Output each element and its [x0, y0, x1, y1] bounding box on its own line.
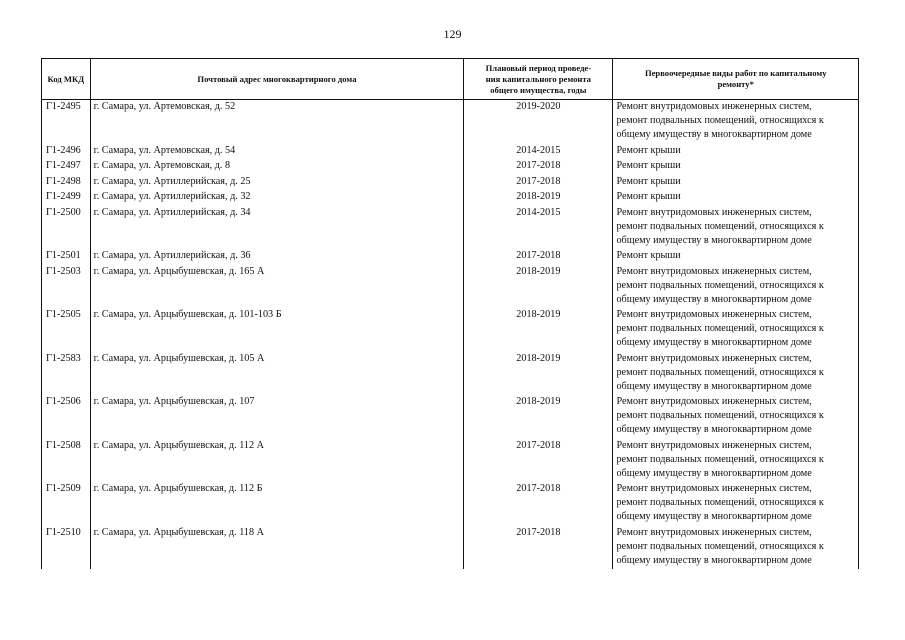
cell-address: г. Самара, ул. Арцыбушевская, д. 105 А: [90, 352, 464, 396]
cell-works: [613, 206, 859, 250]
cell-period: 2018-2019: [464, 395, 613, 439]
header-code: Код МКД: [42, 59, 91, 100]
works-line: Ремонт внутридомовых инженерных систем,: [616, 309, 812, 320]
works-line: Ремонт внутридомовых инженерных систем,: [616, 206, 812, 218]
cell-period: 2018-2019: [464, 308, 613, 352]
cell-address: г. Самара, ул. Арцыбушевская, д. 101-103 Б: [90, 308, 464, 352]
table-row: [42, 308, 859, 352]
works-line: ремонт подвальных помещений, относящихся к: [616, 220, 824, 232]
cell-address: г. Самара, ул. Артиллерийская, д. 32: [90, 190, 464, 206]
cell-code: Г1-2509: [42, 482, 91, 526]
cell-works: [613, 439, 859, 483]
cell-address: г. Самара, ул. Артемовская, д. 54: [90, 144, 464, 160]
cell-period: 2017-2018: [464, 482, 613, 526]
cell-address: г. Самара, ул. Артемовская, д. 8: [90, 159, 464, 175]
works-line: Ремонт крыши: [616, 160, 681, 171]
table-header: [42, 59, 859, 100]
cell-period: 2018-2019: [464, 352, 613, 396]
cell-works: [613, 265, 859, 309]
cell-period: 2018-2019: [464, 190, 613, 206]
table-row: [42, 395, 859, 439]
cell-code: Г1-2505: [42, 308, 91, 352]
header-row: [42, 59, 859, 100]
works-line: ремонт подвальных помещений, относящихся к: [616, 540, 824, 552]
header-address: Почтовый адрес многоквартирного дома: [90, 59, 464, 100]
cell-period: 2017-2018: [464, 159, 613, 175]
cell-code: Г1-2506: [42, 395, 91, 439]
header-period-line: ния капитального ремонта: [485, 73, 591, 84]
works-line: Ремонт внутридомовых инженерных систем,: [616, 396, 812, 407]
header-works-line: Первоочередные виды работ по капитальному: [644, 68, 827, 78]
works-line: Ремонт внутридомовых инженерных систем,: [616, 483, 812, 494]
cell-works: [613, 395, 859, 439]
cell-period: 2014-2015: [464, 206, 613, 250]
works-line: общему имуществу в многоквартирном доме: [616, 337, 812, 348]
cell-works: [613, 190, 859, 206]
header-period: [464, 59, 613, 100]
works-line: Ремонт внутридомовых инженерных систем,: [616, 439, 812, 451]
cell-code: Г1-2500: [42, 206, 91, 250]
table-body: [42, 100, 859, 570]
cell-works: [613, 159, 859, 175]
works-line: общему имуществу в многоквартирном доме: [616, 467, 812, 479]
works-line: Ремонт внутридомовых инженерных систем,: [616, 526, 812, 538]
cell-works: [613, 249, 859, 265]
cell-address: г. Самара, ул. Артиллерийская, д. 34: [90, 206, 464, 250]
cell-address: г. Самара, ул. Артиллерийская, д. 36: [90, 249, 464, 265]
cell-period: 2019-2020: [464, 100, 613, 144]
table-row: [42, 526, 859, 570]
works-line: ремонт подвальных помещений, относящихся к: [616, 453, 824, 465]
cell-works: [613, 175, 859, 191]
cell-period: 2017-2018: [464, 439, 613, 483]
works-line: общему имуществу в многоквартирном доме: [616, 293, 812, 305]
cell-address: г. Самара, ул. Арцыбушевская, д. 112 А: [90, 439, 464, 483]
table-row: [42, 439, 859, 483]
table-row: [42, 352, 859, 396]
works-line: общему имуществу в многоквартирном доме: [616, 234, 812, 246]
works-line: Ремонт крыши: [616, 175, 681, 187]
cell-code: Г1-2495: [42, 100, 91, 144]
page-number: 129: [443, 27, 462, 41]
header-period-line: Плановый период проведе-: [485, 62, 592, 73]
cell-period: 2017-2018: [464, 175, 613, 191]
works-line: ремонт подвальных помещений, относящихся к: [616, 115, 824, 126]
cell-code: Г1-2499: [42, 190, 91, 206]
works-line: ремонт подвальных помещений, относящихся к: [616, 410, 824, 421]
cell-works: [613, 144, 859, 160]
works-line: Ремонт внутридомовых инженерных систем,: [616, 265, 812, 277]
table-row: [42, 159, 859, 175]
works-line: общему имуществу в многоквартирном доме: [616, 380, 812, 392]
works-line: ремонт подвальных помещений, относящихся к: [616, 497, 824, 508]
works-line: ремонт подвальных помещений, относящихся к: [616, 323, 824, 334]
cell-period: 2018-2019: [464, 265, 613, 309]
cell-code: Г1-2496: [42, 144, 91, 160]
works-line: Ремонт внутридомовых инженерных систем,: [616, 352, 812, 364]
cell-code: Г1-2583: [42, 352, 91, 396]
cell-code: Г1-2510: [42, 526, 91, 570]
works-line: Ремонт крыши: [616, 191, 681, 202]
cell-address: г. Самара, ул. Артемовская, д. 52: [90, 100, 464, 144]
table-row: [42, 144, 859, 160]
works-line: ремонт подвальных помещений, относящихся к: [616, 366, 824, 378]
cell-works: [613, 526, 859, 570]
header-period-line: общего имущества, годы: [490, 84, 587, 95]
table-row: [42, 100, 859, 144]
cell-address: г. Самара, ул. Артиллерийская, д. 25: [90, 175, 464, 191]
cell-code: Г1-2503: [42, 265, 91, 309]
table-row: [42, 265, 859, 309]
works-line: ремонт подвальных помещений, относящихся к: [616, 279, 824, 291]
cell-period: 2014-2015: [464, 144, 613, 160]
cell-code: Г1-2498: [42, 175, 91, 191]
cell-works: [613, 308, 859, 352]
works-line: Ремонт внутридомовых инженерных систем,: [616, 101, 812, 112]
cell-address: г. Самара, ул. Арцыбушевская, д. 165 А: [90, 265, 464, 309]
header-works: [613, 59, 859, 100]
cell-works: [613, 100, 859, 144]
works-line: общему имуществу в многоквартирном доме: [616, 424, 812, 435]
works-line: общему имуществу в многоквартирном доме: [616, 129, 812, 140]
table-row: [42, 249, 859, 265]
cell-code: Г1-2508: [42, 439, 91, 483]
works-line: общему имуществу в многоквартирном доме: [616, 511, 812, 522]
works-line: Ремонт крыши: [616, 144, 681, 156]
table-row: [42, 206, 859, 250]
cell-address: г. Самара, ул. Арцыбушевская, д. 118 А: [90, 526, 464, 570]
cell-period: 2017-2018: [464, 526, 613, 570]
table-row: [42, 175, 859, 191]
header-works-line: ремонту*: [717, 79, 754, 89]
table-row: [42, 190, 859, 206]
table-row: [42, 482, 859, 526]
cell-works: [613, 352, 859, 396]
cell-period: 2017-2018: [464, 249, 613, 265]
cell-address: г. Самара, ул. Арцыбушевская, д. 112 Б: [90, 482, 464, 526]
capital-repair-table: [41, 58, 859, 569]
works-line: общему имуществу в многоквартирном доме: [616, 554, 812, 566]
works-line: Ремонт крыши: [616, 250, 681, 261]
cell-code: Г1-2497: [42, 159, 91, 175]
cell-works: [613, 482, 859, 526]
cell-code: Г1-2501: [42, 249, 91, 265]
cell-address: г. Самара, ул. Арцыбушевская, д. 107: [90, 395, 464, 439]
